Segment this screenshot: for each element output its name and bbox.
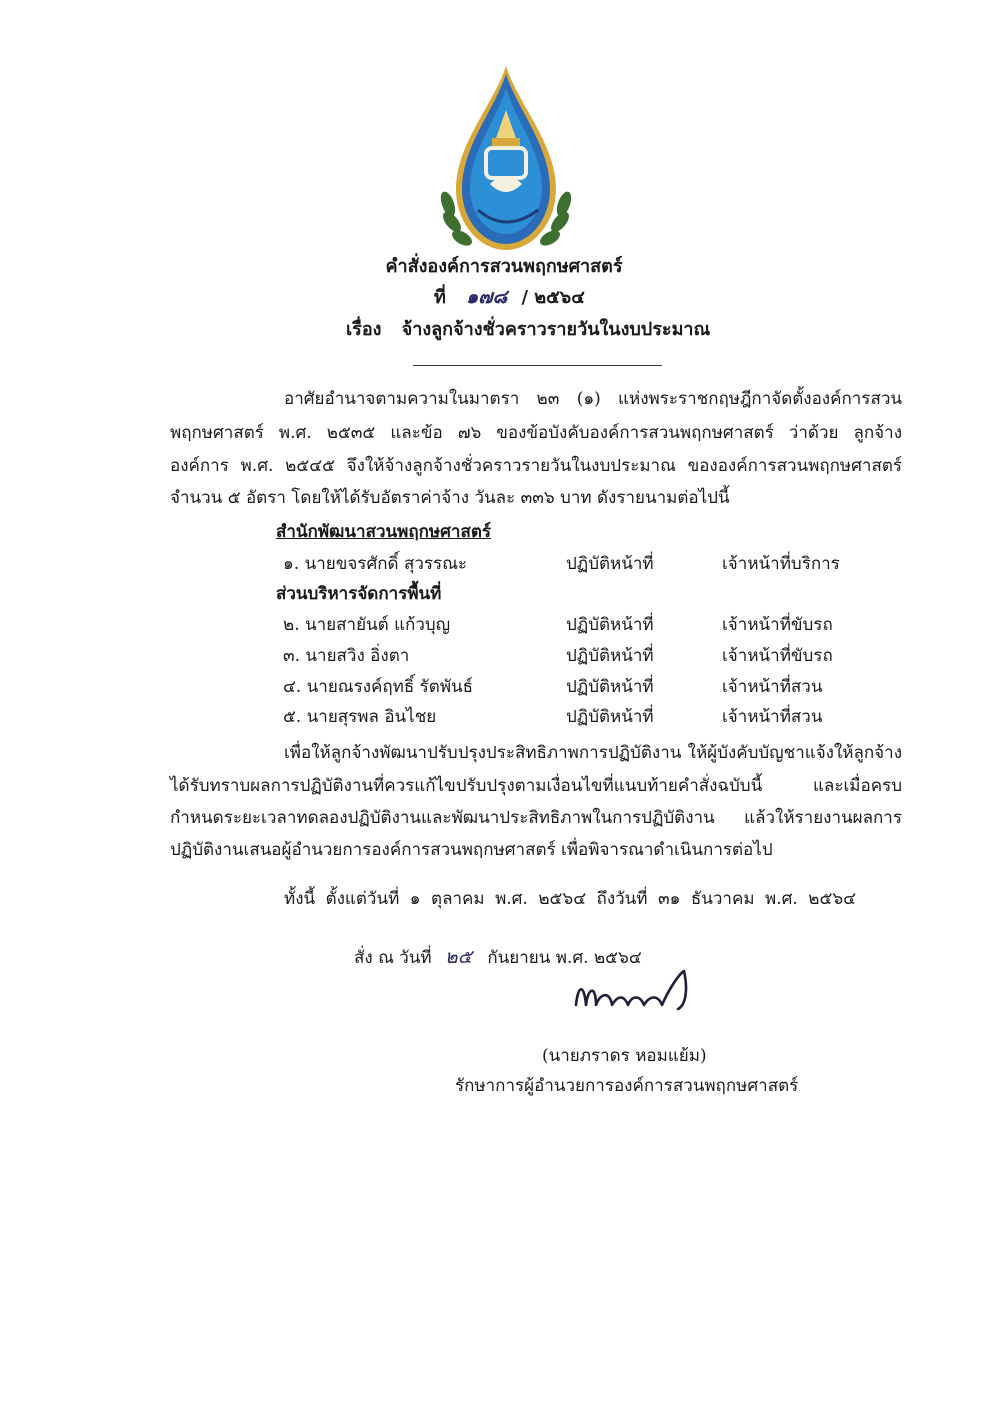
header-divider	[413, 365, 662, 366]
subject-line	[346, 319, 710, 341]
number-handwritten: ๑๗๘	[466, 286, 508, 308]
p2-line-1: เพื่อให้ลูกจ้างพัฒนาปรับปรุงประสิทธิภาพการปฏิบัติงาน ให้ผู้บังคับบัญชาแจ้งให้ลูกจ้าง	[284, 743, 902, 763]
order-title: คำสั่งองค์การสวนพฤกษศาสตร์	[385, 256, 623, 277]
employee-5-duty: ปฏิบัติหน้าที่	[566, 707, 654, 727]
employee-2-name: ๒. นายสายันต์ แก้วบุญ	[283, 615, 451, 635]
employee-3-duty: ปฏิบัติหน้าที่	[566, 646, 654, 666]
employee-2-position: เจ้าหน้าที่ขับรถ	[722, 615, 833, 635]
p1-line-1: อาศัยอำนาจตามความในมาตรา ๒๓ (๑) แห่งพระราชกฤษฎีกาจัดตั้งองค์การสวน	[284, 389, 902, 409]
employee-5-position: เจ้าหน้าที่สวน	[722, 707, 823, 727]
employee-2-duty: ปฏิบัติหน้าที่	[566, 615, 654, 635]
handwritten-signature	[570, 965, 700, 1025]
p1-line-3: องค์การ พ.ศ. ๒๕๔๕ จึงให้จ้างลูกจ้างชั่วคราวรายวันในงบประมาณ ขององค์การสวนพฤกษศาสตร์	[170, 456, 902, 476]
section-botanical-development: สำนักพัฒนาสวนพฤกษศาสตร์	[276, 522, 491, 542]
signer-title: รักษาการผู้อำนวยการองค์การสวนพฤกษศาสตร์	[455, 1076, 799, 1096]
p1-line-2: พฤกษศาสตร์ พ.ศ. ๒๕๓๕ และข้อ ๗๖ ของข้อบังคับองค์การสวนพฤกษศาสตร์ ว่าด้วย ลูกจ้าง	[170, 423, 902, 443]
order-number	[434, 286, 585, 309]
subject-text: จ้างลูกจ้างชั่วคราวรายวันในงบประมาณ	[401, 319, 711, 340]
subject-label: เรื่อง	[346, 319, 382, 340]
employee-4-duty: ปฏิบัติหน้าที่	[566, 677, 654, 697]
employee-1-position: เจ้าหน้าที่บริการ	[722, 554, 840, 574]
number-prefix: ที่	[434, 287, 446, 308]
p2-line-3: กำหนดระยะเวลาทดลองปฏิบัติงานและพัฒนาประสิทธิภาพในการปฏิบัติงาน แล้วให้รายงานผลการ	[170, 808, 902, 828]
effective-period: ทั้งนี้ ตั้งแต่วันที่ ๑ ตุลาคม พ.ศ. ๒๕๖๔ ถึงวันที่ ๓๑ ธันวาคม พ.ศ. ๒๕๖๔	[284, 889, 856, 909]
employee-1-name: ๑. นายขจรศักดิ์ สุวรรณะ	[283, 554, 468, 574]
section-area-management: ส่วนบริหารจัดการพื้นที่	[276, 584, 442, 604]
employee-3-position: เจ้าหน้าที่ขับรถ	[722, 646, 833, 666]
number-suffix: / ๒๕๖๔	[521, 287, 585, 308]
employee-4-name: ๔. นายณรงค์ฤทธิ์ รัตพันธ์	[283, 677, 474, 697]
p2-line-4: ปฏิบัติงานเสนอผู้อำนวยการองค์การสวนพฤกษศาสตร์ เพื่อพิจารณาดำเนินการต่อไป	[170, 840, 773, 860]
p2-line-2: ได้รับทราบผลการปฏิบัติงานที่ควรแก้ไขปรับปรุงตามเงื่อนไขที่แนบท้ายคำสั่งฉบับนี้ และเมื่อครบ	[170, 776, 902, 796]
signer-name: (นายภราดร หอมแย้ม)	[542, 1046, 707, 1066]
organization-logo	[434, 64, 578, 258]
signing-day-handwritten: ๒๕	[445, 946, 472, 968]
signing-date-rest: กันยายน พ.ศ. ๒๕๖๔	[487, 948, 642, 968]
p1-line-4: จำนวน ๕ อัตรา โดยให้ได้รับอัตราค่าจ้าง วันละ ๓๓๖ บาท ดังรายนามต่อไปนี้	[170, 488, 730, 508]
employee-4-position: เจ้าหน้าที่สวน	[722, 677, 823, 697]
employee-3-name: ๓. นายสวิง อิ่งตา	[283, 646, 410, 666]
employee-1-duty: ปฏิบัติหน้าที่	[566, 554, 654, 574]
signing-date-prefix: สั่ง ณ วันที่	[354, 948, 432, 968]
employee-5-name: ๕. นายสุรพล อินไชย	[283, 707, 437, 727]
